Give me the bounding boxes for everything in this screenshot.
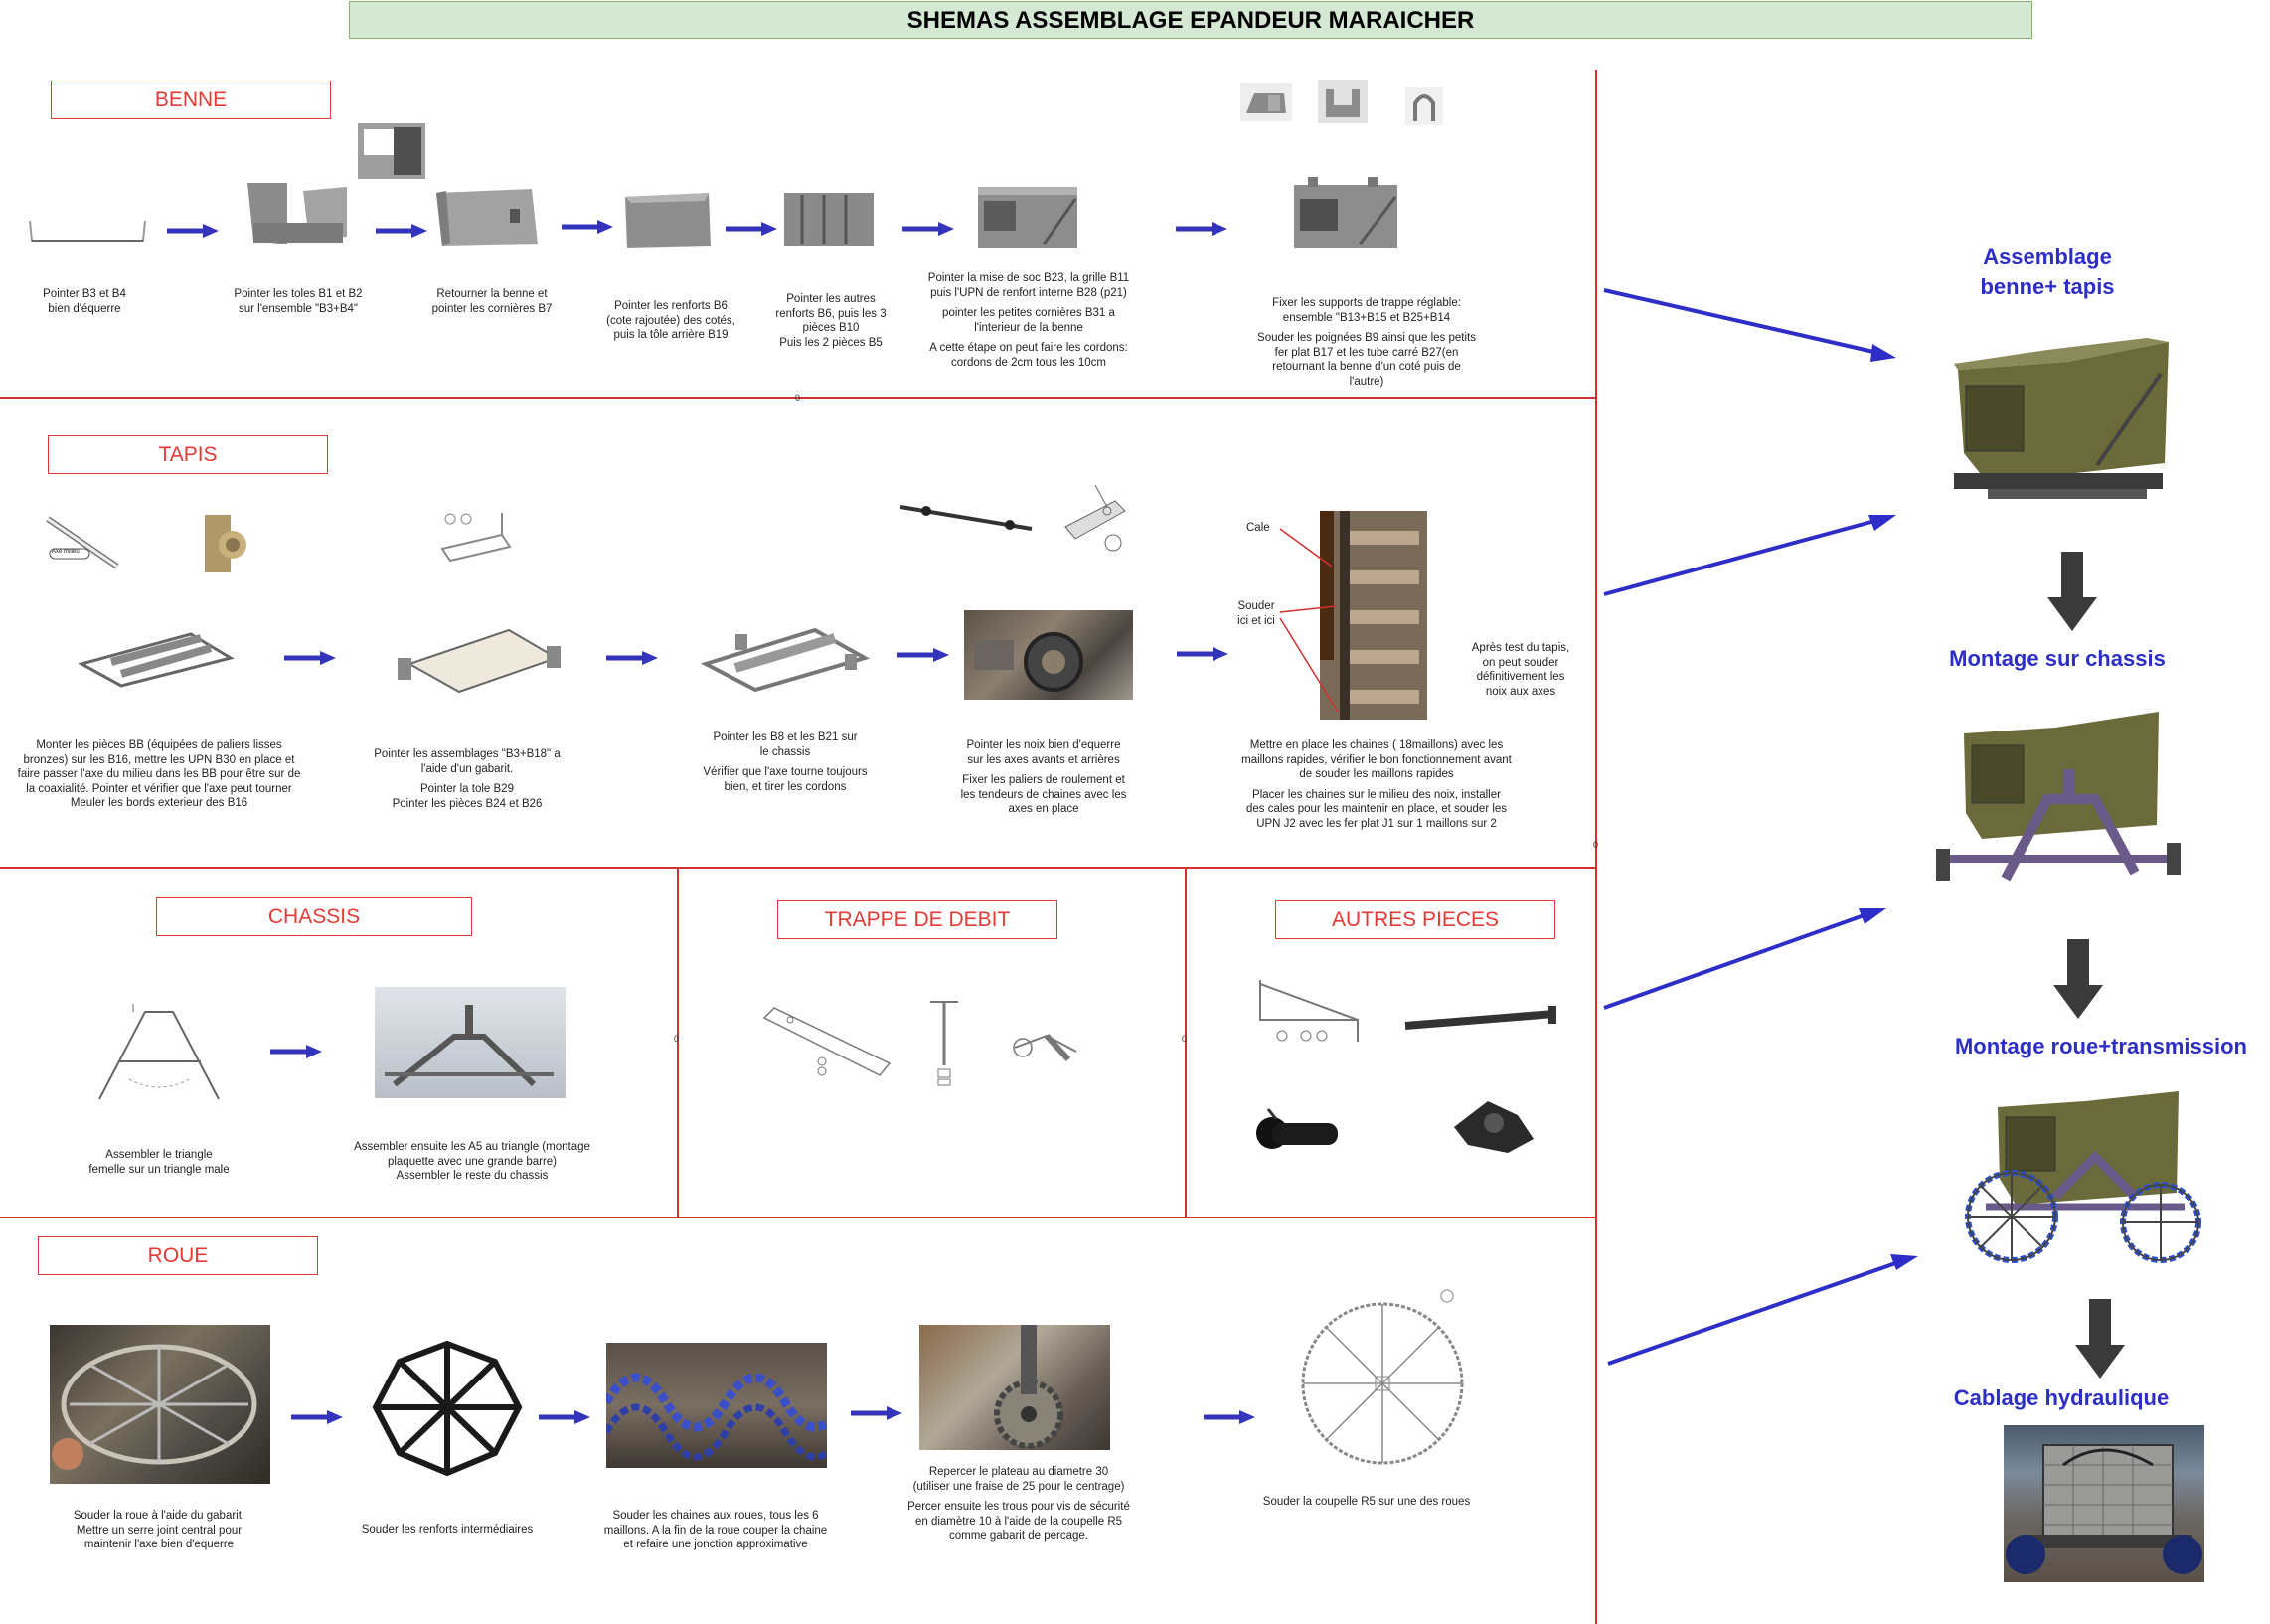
- tapis-arrow-2: [606, 650, 658, 666]
- flow-down-arrow-2: [2053, 939, 2103, 1019]
- tapis-arrow-4: [1177, 646, 1228, 662]
- tapis-step4-photo: [964, 610, 1133, 700]
- connector-arrow-roue: [1606, 1250, 1924, 1370]
- tapis-axle-part: [42, 509, 125, 572]
- benne-step5-image: [780, 187, 878, 252]
- roue-step1-caption: Souder la roue à l'aide du gabarit. Mettre un serre joint central pour maintenir l'axe bien d'equerre: [73, 1510, 245, 1550]
- flow-step4-photo: [2004, 1425, 2204, 1582]
- tapis-step2-caption: Pointer les assemblages "B3+B18" a l'aide d'un gabarit. Pointer la tole B29 Pointer les pièces B24 et B26: [374, 748, 561, 810]
- benne-arrow-2: [376, 223, 427, 239]
- tapis-arrow-1: [284, 650, 336, 666]
- bracket-thumbnail: [1240, 83, 1292, 121]
- roue-step2-image: [368, 1336, 527, 1481]
- cale-label: Cale: [1246, 522, 1270, 534]
- souder-label: Souder ici et ici: [1237, 600, 1275, 627]
- roue-arrow-4: [1204, 1409, 1255, 1425]
- section-label-roue: ROUE: [38, 1236, 318, 1275]
- tapis-step5-caption: Mettre en place les chaines ( 18maillons) avec les maillons rapides, vérifier le bon fonctionnement avant de souder les maillons rapides Placer les chaines sur le milieu des noix, installer des cales pour les maintenir en place, et souder les UPN J2 avec les fer plat J1 sur 1 maillons sur 2: [1241, 739, 1512, 830]
- roue-step5-image: [1292, 1288, 1473, 1469]
- callout-lines: [1274, 523, 1354, 722]
- flow-step1-label: Assemblage benne+ tapis: [1980, 244, 2115, 299]
- flow-step4-label: Cablage hydraulique: [1953, 1385, 2170, 1410]
- zero-marker: 0: [1182, 1034, 1188, 1044]
- tapis-step3-caption: Pointer les B8 et les B21 sur le chassis Vérifier que l'axe tourne toujours bien, et tirer les cordons: [703, 731, 868, 793]
- trappe-handle-part: [1007, 1024, 1082, 1073]
- benne-arrow-4: [726, 221, 777, 237]
- connector-arrow-chassis: [1602, 904, 1890, 1014]
- tapis-step3-image: [696, 624, 877, 694]
- tapis-step1-caption: Monter les pièces BB (équipées de paliers lisses bronzes) sur les B16, mettre les UPN B30 en place et faire passer l'axe du milieu dans les BB pour être sur de la coaxialité. Pointer et vérifier que l'axe peut tourner Meuler les bords exterieur des B16: [17, 739, 301, 809]
- roue-step4-caption: Repercer le plateau au diametre 30 (utiliser une fraise de 25 pour le centrage) Percer ensuite les trous pour vis de sécurité en diamètre 10 à l'aide de la coupelle R5 comme gabarit de percage.: [907, 1466, 1130, 1542]
- benne-step4-image: [621, 189, 715, 252]
- chassis-step1-image: [89, 1004, 229, 1103]
- roue-step3-caption: Souder les chaines aux roues, tous les 6 maillons. A la fin de la roue couper la chaine et refaire une jonction approximative: [603, 1510, 828, 1550]
- benne-step1-caption: Pointer B3 et B4 bien d'équerre: [43, 288, 126, 315]
- flow-step3-image: [1966, 1087, 2202, 1268]
- trappe-rod-part: [926, 994, 962, 1089]
- flow-down-arrow-1: [2047, 552, 2097, 631]
- trappe-plate-part: [760, 1002, 894, 1081]
- autres-bar-part: [1399, 1004, 1560, 1034]
- roue-step5-caption: Souder la coupelle R5 sur une des roues: [1262, 1496, 1471, 1508]
- tapis-rod-part: [896, 499, 1036, 537]
- section-label-tapis: TAPIS: [48, 435, 328, 474]
- benne-step7-image: [1288, 175, 1405, 256]
- axe-milieu-label: Axe milieu: [52, 549, 80, 555]
- roue-step4-photo: [919, 1325, 1110, 1450]
- autres-axle-part: [1254, 1103, 1344, 1161]
- chassis-step2-caption: Assembler ensuite les A5 au triangle (montage plaquette avec une grande barre) Assembler le reste du chassis: [354, 1141, 590, 1182]
- chassis-step1-caption: Assembler le triangle femelle sur un triangle male: [88, 1149, 230, 1176]
- benne-step6-image: [974, 179, 1083, 254]
- zero-marker: 0: [674, 1034, 680, 1044]
- section-label-chassis: CHASSIS: [156, 897, 472, 936]
- benne-arrow-6: [1176, 221, 1227, 237]
- page-title: SHEMAS ASSEMBLAGE EPANDEUR MARAICHER: [349, 1, 2032, 39]
- benne-step4-caption: Pointer les renforts B6 (cote rajoutée) des cotés, puis la tôle arrière B19: [606, 300, 735, 341]
- tapis-frame-part: [432, 507, 516, 563]
- connector-arrow-benne: [1602, 284, 1900, 364]
- tapis-step6-caption: Après test du tapis, on peut souder définitivement les noix aux axes: [1471, 642, 1570, 698]
- chassis-arrow: [270, 1044, 322, 1059]
- tapis-step4-caption: Pointer les noix bien d'equerre sur les axes avants et arrières Fixer les paliers de roulement et les tendeurs de chaines avec les axes en place: [960, 739, 1127, 815]
- benne-step5-caption: Pointer les autres renforts B6, puis les 3 pièces B10 Puis les 2 pièces B5: [775, 293, 887, 349]
- benne-step2-image: [243, 179, 353, 248]
- flow-down-arrow-3: [2075, 1299, 2125, 1379]
- roue-step3-photo: [606, 1343, 827, 1468]
- roue-step2-caption: Souder les renforts intermédiaires: [361, 1524, 534, 1536]
- benne-step1-image: [28, 217, 147, 246]
- autres-bearing-part: [1448, 1087, 1540, 1155]
- section-label-benne: BENNE: [51, 81, 331, 119]
- benne-step7-caption: Fixer les supports de trappe réglable: ensemble "B13+B15 et B25+B14 Souder les poignées B9 ainsi que les petits fer plat B17 et les tube carré B27(en retournant la benne d'un coté puis de l'autre): [1257, 297, 1476, 388]
- benne-arrow-3: [562, 219, 613, 235]
- tapis-step1-image: [72, 624, 241, 690]
- benne-arrow-1: [167, 223, 219, 239]
- b-plate-thumbnail: [358, 123, 425, 179]
- roue-arrow-1: [291, 1409, 343, 1425]
- clamp-thumbnail: [1318, 80, 1368, 123]
- roue-arrow-2: [539, 1409, 590, 1425]
- roue-arrow-3: [851, 1405, 902, 1421]
- tapis-plate-part: [1061, 481, 1133, 553]
- tapis-arrow-3: [897, 647, 949, 663]
- benne-step3-image: [432, 183, 544, 250]
- tapis-bracket-part: [199, 511, 250, 576]
- divider-chassis-roue: [0, 1217, 1597, 1218]
- flow-step1-image: [1948, 334, 2177, 513]
- connector-arrow-tapis: [1602, 509, 1900, 598]
- flow-step3-label: Montage roue+transmission: [1954, 1034, 2247, 1058]
- u-bolt-thumbnail: [1405, 87, 1443, 125]
- flow-step2-label: Montage sur chassis: [1949, 646, 2166, 671]
- section-label-autres: AUTRES PIECES: [1275, 900, 1555, 939]
- benne-step3-caption: Retourner la benne et pointer les cornières B7: [431, 288, 553, 315]
- benne-step2-caption: Pointer les toles B1 et B2 sur l'ensemble "B3+B4": [234, 288, 363, 315]
- tapis-step2-image: [390, 622, 567, 698]
- autres-bracket-part: [1254, 974, 1366, 1069]
- divider-tapis-chassis: [0, 867, 1597, 869]
- flow-step2-image: [1936, 710, 2185, 885]
- benne-arrow-5: [902, 221, 954, 237]
- section-label-trappe: TRAPPE DE DEBIT: [777, 900, 1057, 939]
- zero-marker: 0: [1593, 840, 1599, 850]
- chassis-step2-image: [375, 987, 566, 1098]
- zero-marker: 0: [795, 393, 801, 403]
- roue-step1-photo: [50, 1325, 270, 1484]
- benne-step6-caption: Pointer la mise de soc B23, la grille B11 puis l'UPN de renfort interne B28 (p21) pointer les petites cornières B31 a l'interieur de la benne A cette étape on peut faire les cordons: cordons de 2cm tous les 10cm: [927, 272, 1130, 369]
